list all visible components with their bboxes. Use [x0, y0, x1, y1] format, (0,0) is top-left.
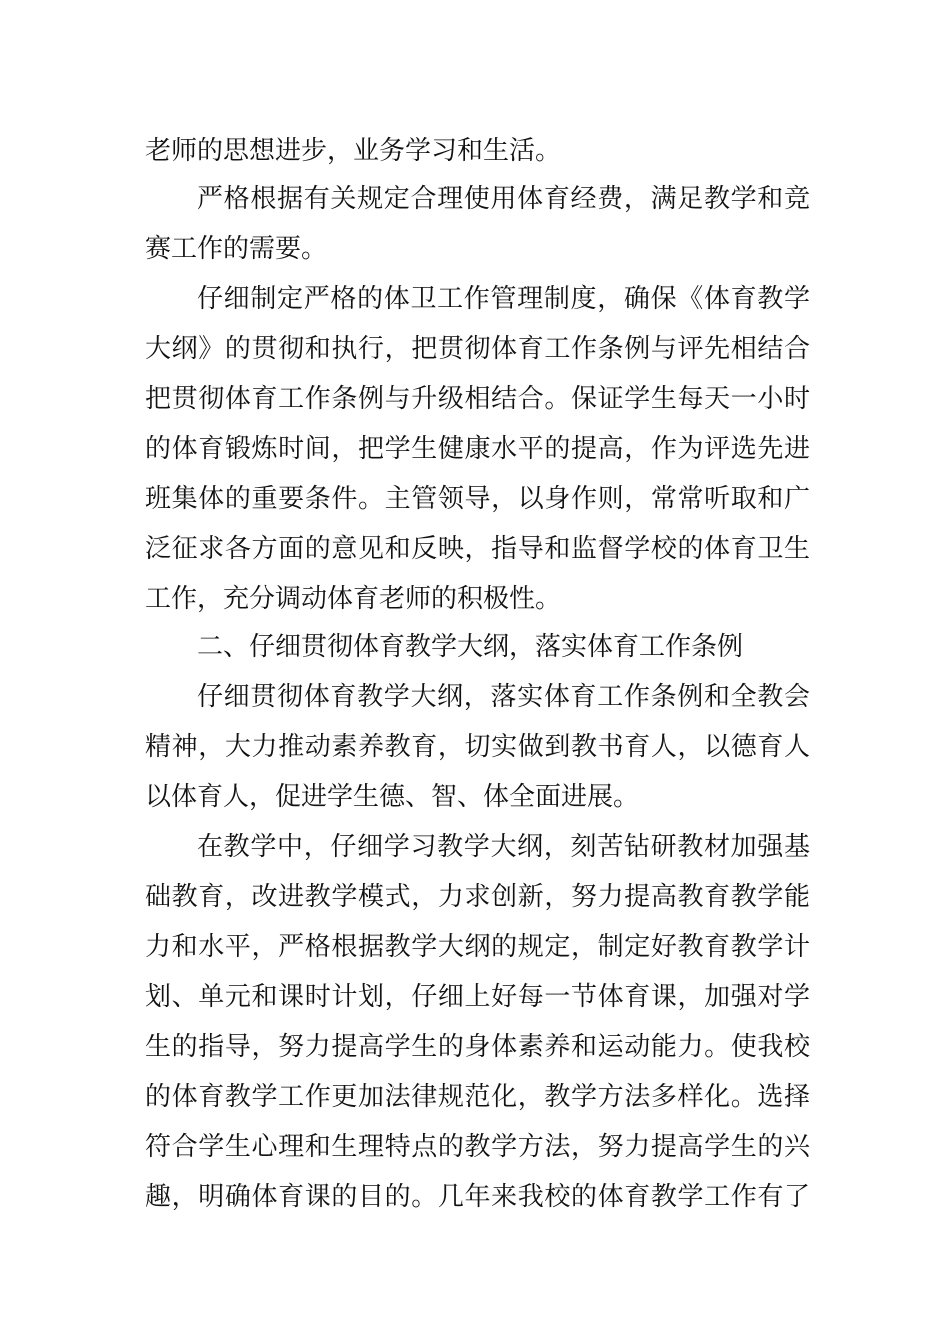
paragraph-line: 班集体的重要条件。主管领导，以身作则，常常听取和广	[145, 484, 810, 514]
section-heading: 二、仔细贯彻体育教学大纲，落实体育工作条例	[197, 632, 744, 662]
paragraph-line: 的体育教学工作更加法律规范化，教学方法多样化。选择	[145, 1082, 810, 1112]
paragraph-line: 工作，充分调动体育老师的积极性。	[145, 584, 562, 614]
paragraph-line: 趣，明确体育课的目的。几年来我校的体育教学工作有了	[145, 1182, 810, 1212]
paragraph-line: 在教学中，仔细学习教学大纲，刻苦钻研教材加强基	[197, 832, 810, 862]
paragraph-line: 大纲》的贯彻和执行，把贯彻体育工作条例与评先相结合	[145, 334, 810, 364]
paragraph-line: 泛征求各方面的意见和反映，指导和监督学校的体育卫生	[145, 534, 810, 564]
paragraph-line: 仔细贯彻体育教学大纲，落实体育工作条例和全教会	[197, 682, 810, 712]
paragraph-line: 的体育锻炼时间，把学生健康水平的提高，作为评选先进	[145, 434, 810, 464]
paragraph-line: 础教育，改进教学模式，力求创新，努力提高教育教学能	[145, 882, 810, 912]
paragraph-line: 以体育人，促进学生德、智、体全面进展。	[145, 782, 640, 812]
paragraph-line: 把贯彻体育工作条例与升级相结合。保证学生每天一小时	[145, 384, 810, 414]
paragraph-line: 赛工作的需要。	[145, 234, 328, 264]
paragraph-line: 仔细制定严格的体卫工作管理制度，确保《体育教学	[197, 284, 810, 314]
paragraph-line: 严格根据有关规定合理使用体育经费，满足教学和竞	[197, 184, 810, 214]
paragraph-line: 划、单元和课时计划，仔细上好每一节体育课，加强对学	[145, 982, 810, 1012]
paragraph-line: 老师的思想进步，业务学习和生活。	[145, 136, 562, 166]
paragraph-line: 精神，大力推动素养教育，切实做到教书育人，以德育人	[145, 732, 810, 762]
paragraph-line: 符合学生心理和生理特点的教学方法，努力提高学生的兴	[145, 1132, 810, 1162]
paragraph-line: 生的指导，努力提高学生的身体素养和运动能力。使我校	[145, 1032, 810, 1062]
paragraph-line: 力和水平，严格根据教学大纲的规定，制定好教育教学计	[145, 932, 810, 962]
